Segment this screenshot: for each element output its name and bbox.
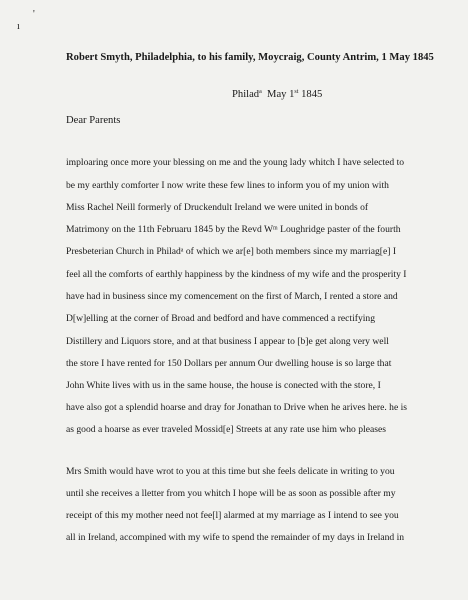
dateline-place-sup: a <box>259 89 262 95</box>
text-line: feel all the comforts of earthly happiness by the kindness of my wife and the prosperity I <box>66 269 407 280</box>
dateline-year: 1845 <box>301 89 323 100</box>
corner-mark: ' <box>33 9 35 20</box>
dateline-day-sup: st <box>294 89 299 95</box>
text-line: have had in business since my comencement on the first of March, I rented a store and <box>66 291 398 302</box>
text-line: have also got a splendid hoarse and dray for Jonathan to Drive when he arives here. he is <box>66 402 407 413</box>
text-line: Distillery and Liquors store, and at that business I appear to [b]e get along very well <box>66 336 389 347</box>
text-line: until she receives a lletter from you whitch I hope will be as soon as possible after my <box>66 488 396 499</box>
text-line: be my earthly comforter I now write these few lines to inform you of my union with <box>66 180 389 191</box>
text-line: imploaring once more your blessing on me and the young lady whitch I have selected to <box>66 157 405 168</box>
dateline-place: Philad <box>232 89 260 100</box>
text-line: all in Ireland, accompined with my wife to spend the remainder of my days in Ireland in <box>66 532 405 543</box>
letter-heading: Robert Smyth, Philadelphia, to his family, Moycraig, County Antrim, 1 May 1845 <box>66 52 434 63</box>
salutation: Dear Parents <box>66 115 121 126</box>
text-line: John White lives with us in the same house, the house is conected with the store, I <box>66 380 381 391</box>
dateline-month-day: May 1 <box>267 89 295 100</box>
text-line: as good a hoarse as ever traveled Mossid[e] Streets at any rate use him who pleases <box>66 424 386 435</box>
text-line: Miss Rachel Neill formerly of Druckendult Ireland we were united in bonds of <box>66 202 369 213</box>
text-line: the store I have rented for 150 Dollars per annum Our dwelling house is so large that <box>66 358 392 369</box>
text-line: Presbeterian Church in Philadᵃ of which we ar[e] both members since my marriag[e] I <box>66 246 397 257</box>
text-line: Mrs Smith would have wrot to you at this time but she feels delicate in writing to you <box>66 466 395 477</box>
corner-mark: ı <box>17 21 20 32</box>
text-line: Matrimony on the 11th Februaru 1845 by the Revd Wᵐ Loughridge paster of the fourth <box>66 224 401 235</box>
text-line: receipt of this my mother need not fee[l] alarmed at my marriage as I intend to see you <box>66 510 399 521</box>
text-line: D[w]elling at the corner of Broad and bedford and have commenced a rectifying <box>66 313 376 324</box>
letter-dateline <box>232 89 322 100</box>
